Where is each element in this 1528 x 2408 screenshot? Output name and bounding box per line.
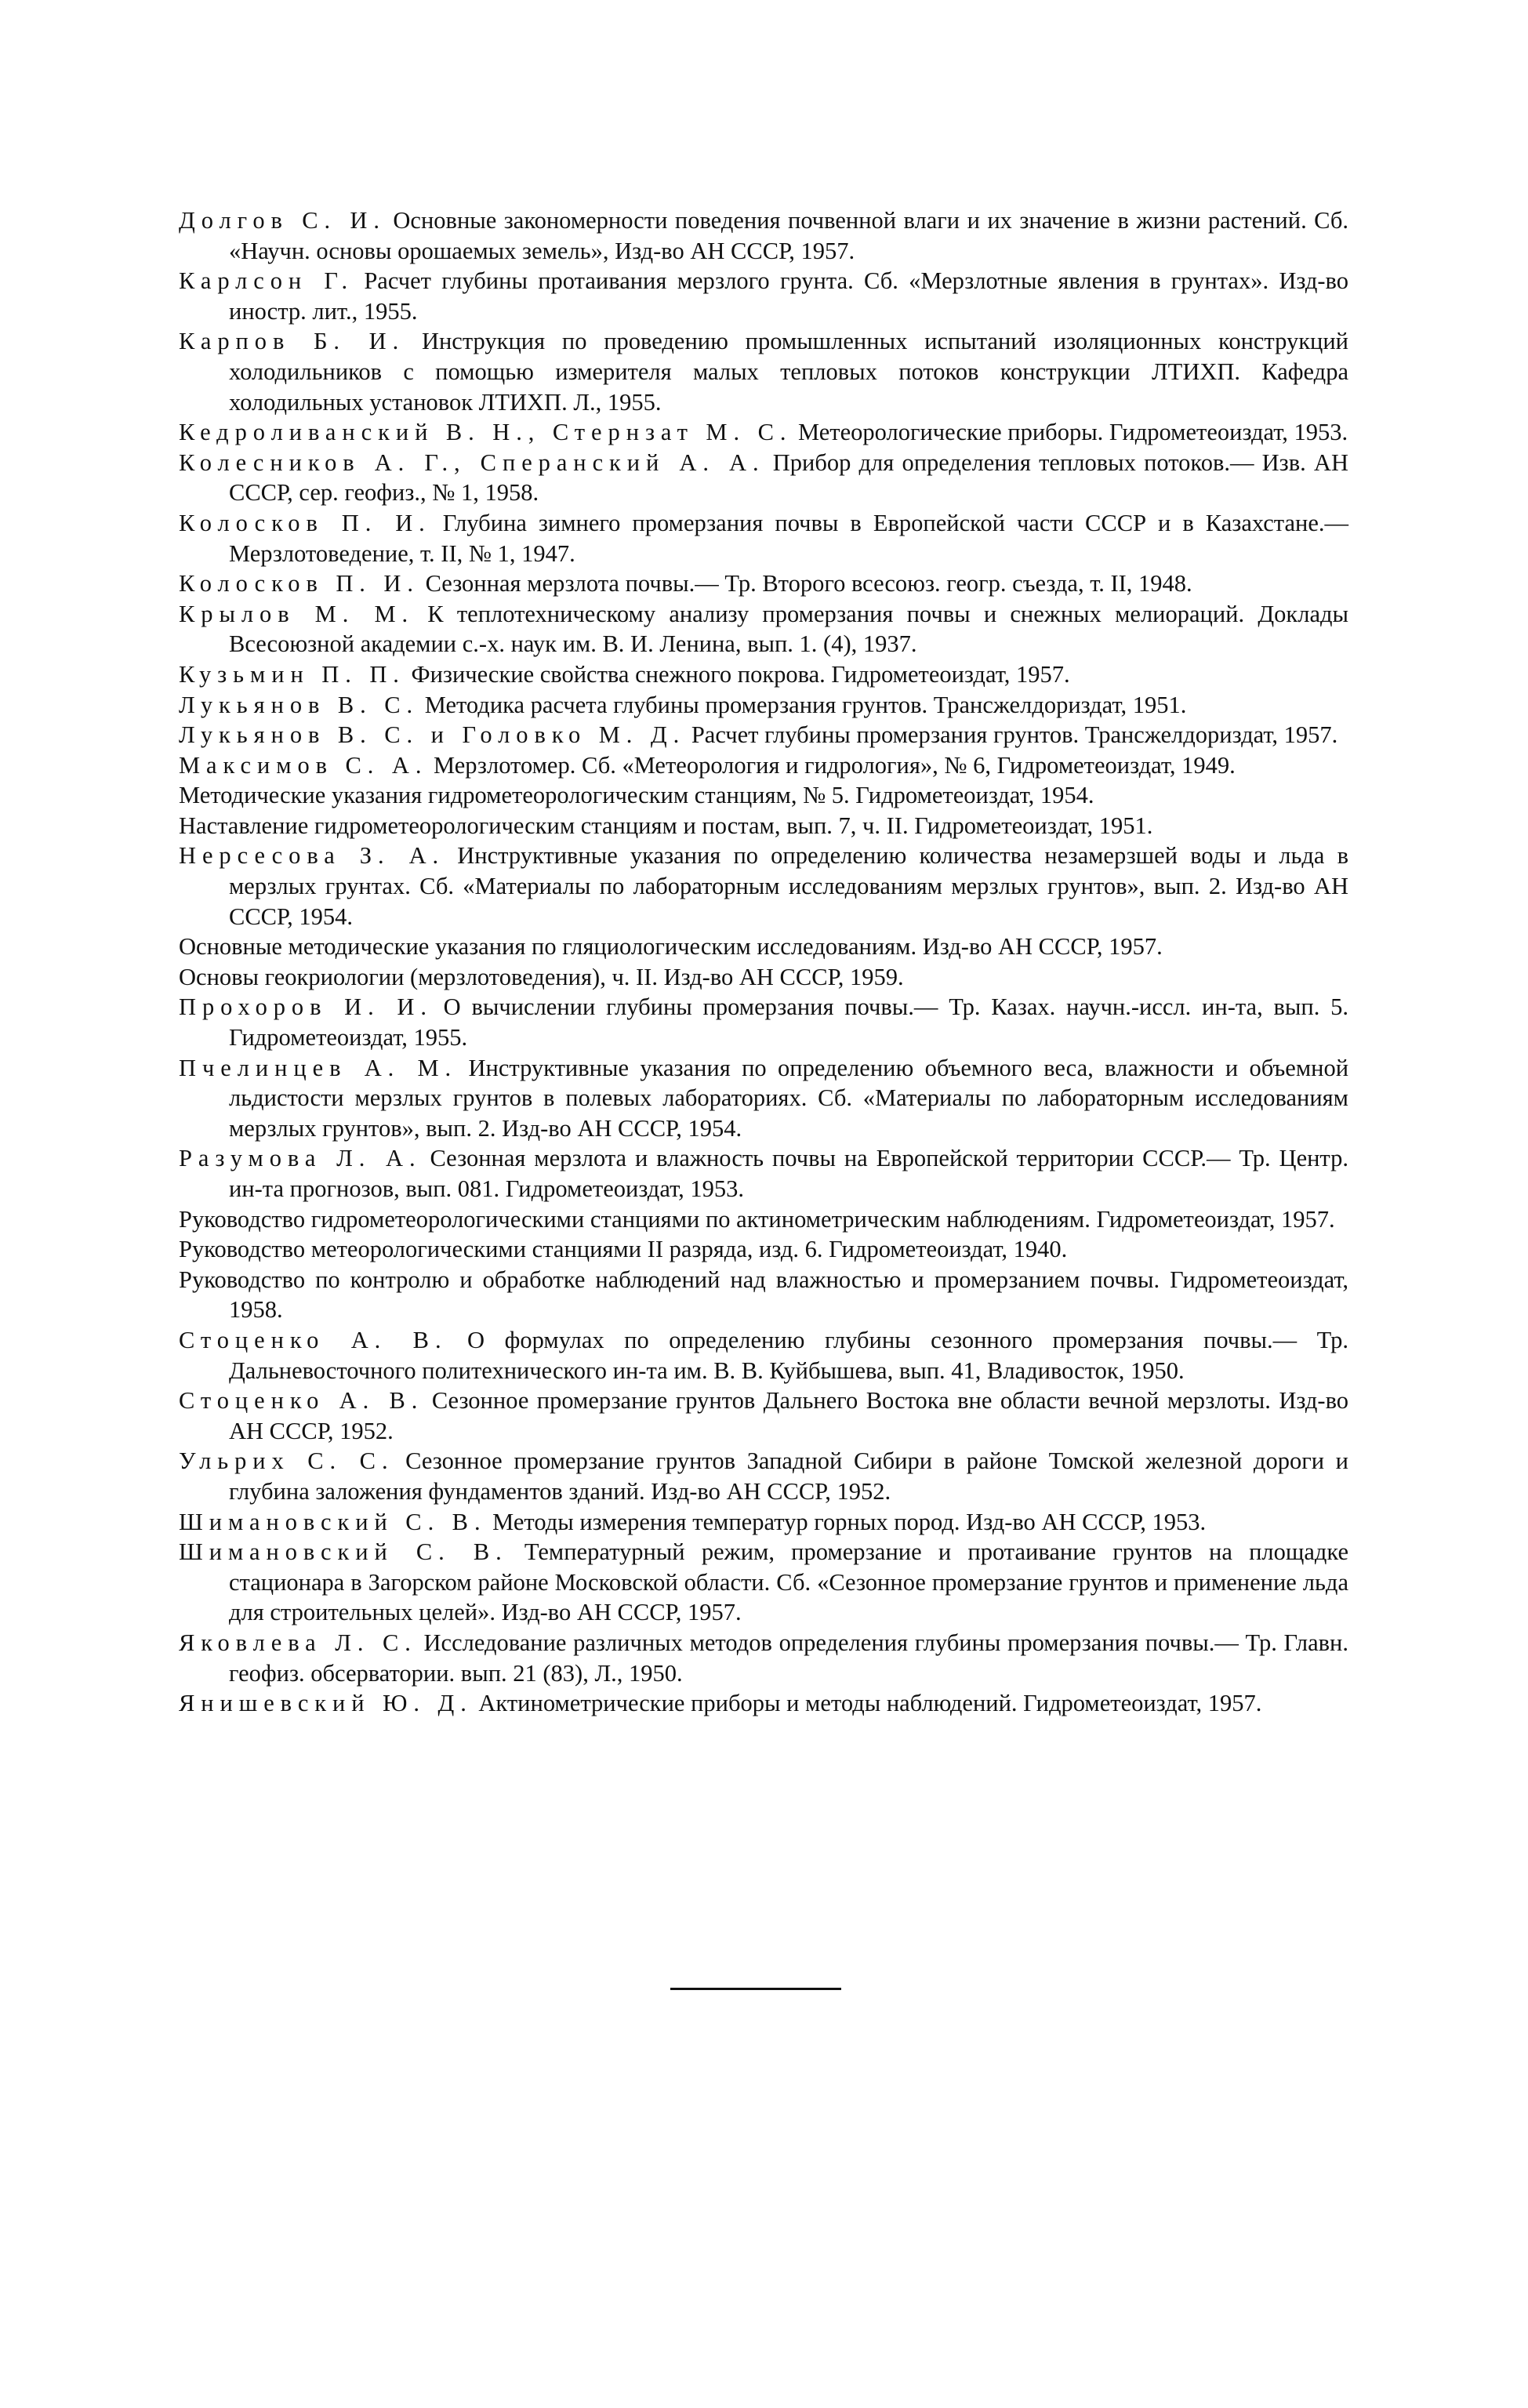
reference-text: Исследование различных методов определения глубины промерзания почвы.— Тр. Главн. геофиз. обсерватории. вып. 21 (83), Л., 1950. — [229, 1629, 1348, 1687]
reference-entry — [179, 932, 1348, 962]
reference-authors: Стоценко А. В. — [179, 1326, 448, 1353]
reference-authors: Долгов С. И. — [179, 207, 386, 234]
reference-text: Руководство по контролю и обработке наблюдений над влажностью и промерзанием почвы. Гидрометеоиздат, 1958. — [179, 1266, 1348, 1324]
reference-entry — [179, 1204, 1348, 1235]
reference-text: О формулах по определению глубины сезонного промерзания почвы.— Тр. Дальневосточного политехнического ин-та им. В. В. Куйбышева, вып. 41, Владивосток, 1950. — [229, 1326, 1349, 1384]
reference-entry — [179, 841, 1348, 932]
reference-text: Основные методические указания по гляциологическим исследованиям. Изд-во АН СССР, 1957. — [179, 933, 1163, 961]
reference-entry — [179, 1053, 1348, 1144]
reference-entry — [179, 568, 1348, 599]
reference-entry — [179, 690, 1348, 721]
reference-authors: Ульрих С. С. — [179, 1447, 394, 1475]
reference-entry — [179, 1446, 1348, 1506]
reference-text: Глубина зимнего промерзания почвы в Европейской части СССР и в Казахстане.— Мерзлотоведение, т. II, № 1, 1947. — [229, 509, 1349, 567]
reference-authors: Пчелинцев А. М. — [179, 1054, 458, 1081]
reference-text: Основные закономерности поведения почвенной влаги и их значение в жизни растений. Сб. «Научн. основы орошаемых земель», Изд-во АН СССР, 1957. — [229, 207, 1349, 264]
reference-entry — [179, 811, 1348, 841]
reference-authors: Янишевский Ю. Д. — [179, 1690, 473, 1717]
reference-entry — [179, 1537, 1348, 1628]
reference-authors: Нерсесова З. А. — [179, 842, 445, 870]
reference-text: Наставление гидрометеорологическим станциям и постам, вып. 7, ч. II. Гидрометеоиздат, 1951. — [179, 812, 1153, 839]
reference-text: Метеорологические приборы. Гидрометеоиздат, 1953. — [798, 419, 1348, 446]
reference-text: Инструктивные указания по определению количества незамерзшей воды и льда в мерзлых грунтах. Сб. «Материалы по лабораторным исследованиям мерзлых грунтов», вып. 2. Изд-во АН СССР, 1954. — [229, 842, 1348, 930]
reference-entry — [179, 659, 1348, 690]
reference-authors: Крылов М. М. — [179, 600, 415, 627]
reference-text: К теплотехническому анализу промерзания почвы и снежных мелиораций. Доклады Всесоюзной академии с.-х. наук им. В. И. Ленина, вып. 1. (4), 1937. — [229, 600, 1348, 658]
reference-entry — [179, 417, 1348, 448]
reference-entry — [179, 508, 1348, 568]
reference-text: Сезонное промерзание грунтов Западной Сибири в районе Томской железной дороги и глубина заложения фундаментов зданий. Изд-во АН СССР, 1952. — [229, 1447, 1348, 1505]
reference-authors: Карлсон Г. — [179, 267, 354, 295]
reference-text: Актинометрические приборы и методы наблюдений. Гидрометеоиздат, 1957. — [478, 1690, 1262, 1717]
reference-text: Физические свойства снежного покрова. Гидрометеоиздат, 1957. — [411, 660, 1070, 688]
reference-entry — [179, 1234, 1348, 1265]
reference-entry — [179, 780, 1348, 811]
reference-entry — [179, 448, 1348, 508]
reference-text: Температурный режим, промерзание и протаивание грунтов на площадке стационара в Загорском районе Московской области. Сб. «Сезонное промерзание грунтов и применение льда для строительных целей». Изд-во АН СССР, 1957. — [229, 1538, 1349, 1626]
reference-text: Методические указания гидрометеорологическим станциям, № 5. Гидрометеоиздат, 1954. — [179, 782, 1094, 809]
reference-authors: Стоценко А. В. — [179, 1387, 424, 1415]
reference-authors: Максимов С. А. — [179, 751, 428, 779]
reference-authors: Колосков П. И. — [179, 570, 419, 597]
reference-entry — [179, 1265, 1348, 1325]
reference-list — [179, 205, 1348, 1719]
reference-entry — [179, 1507, 1348, 1538]
reference-text: О вычислении глубины промерзания почвы.— Тр. Казах. научн.-иссл. ин-та, вып. 5. Гидрометеоиздат, 1955. — [229, 993, 1348, 1051]
reference-entry — [179, 266, 1348, 326]
reference-entry — [179, 1386, 1348, 1446]
reference-text: Инструктивные указания по определению объемного веса, влажности и объемной льдистости мерзлых грунтов в полевых лабораториях. Сб. «Материалы по лабораторным исследованиям мерзлых грунтов», вып. 2. Изд-во АН СССР, 1954. — [229, 1054, 1349, 1142]
reference-text: Методы измерения температур горных пород. Изд-во АН СССР, 1953. — [492, 1508, 1207, 1535]
reference-text: Руководство гидрометеорологическими станциями по актинометрическим наблюдениям. Гидрометеоиздат, 1957. — [179, 1205, 1335, 1233]
reference-text: Расчет глубины промерзания грунтов. Трансжелдориздат, 1957. — [691, 721, 1338, 749]
reference-authors: Кедроливанский В. Н., Стернзат М. С. — [179, 419, 793, 446]
reference-text: Прибор для определения тепловых потоков.— Изв. АН СССР, сер. геофиз., № 1, 1958. — [229, 449, 1348, 507]
reference-text: Мерзлотомер. Сб. «Метеорология и гидрология», № 6, Гидрометеоиздат, 1949. — [434, 751, 1236, 779]
reference-entry — [179, 750, 1348, 781]
end-divider-line — [670, 1988, 841, 1990]
reference-text: Сезонная мерзлота почвы.— Тр. Второго всесоюз. геогр. съезда, т. II, 1948. — [425, 570, 1192, 597]
reference-authors: Кузьмин П. П. — [179, 660, 405, 688]
reference-entry — [179, 962, 1348, 993]
reference-text: Расчет глубины протаивания мерзлого грунта. Сб. «Мерзлотные явления в грунтах». Изд-во иностр. лит., 1955. — [229, 267, 1348, 325]
reference-authors: Колесников А. Г., Сперанский А. А. — [179, 449, 765, 476]
reference-entry — [179, 1628, 1348, 1688]
reference-entry — [179, 720, 1348, 750]
reference-text: Методика расчета глубины промерзания грунтов. Трансжелдориздат, 1951. — [424, 691, 1187, 718]
reference-authors: Разумова Л. А. — [179, 1145, 422, 1172]
reference-text: Сезонная мерзлота и влажность почвы на Европейской территории СССР.— Тр. Центр. ин-та прогнозов, вып. 081. Гидрометеоиздат, 1953. — [229, 1145, 1349, 1202]
reference-text: Основы геокриологии (мерзлотоведения), ч. II. Изд-во АН СССР, 1959. — [179, 963, 904, 990]
reference-authors: Колосков П. И. — [179, 509, 431, 536]
reference-entry — [179, 1688, 1348, 1719]
reference-authors: Шимановский С. В. — [179, 1508, 487, 1535]
bibliography-page — [179, 205, 1348, 1719]
reference-text: Сезонное промерзание грунтов Дальнего Востока вне области вечной мерзлоты. Изд-во АН СССР, 1952. — [229, 1387, 1349, 1444]
reference-entry — [179, 992, 1348, 1052]
reference-text: Руководство метеорологическими станциями II разряда, изд. 6. Гидрометеоиздат, 1940. — [179, 1236, 1068, 1263]
reference-authors: Прохоров И. И. — [179, 993, 433, 1021]
reference-entry — [179, 326, 1348, 417]
reference-entry — [179, 205, 1348, 266]
reference-authors: Шимановский С. В. — [179, 1538, 508, 1566]
reference-entry — [179, 1143, 1348, 1204]
reference-entry — [179, 599, 1348, 659]
reference-entry — [179, 1325, 1348, 1386]
reference-authors: Карпов Б. И. — [179, 328, 405, 355]
reference-authors: Яковлева Л. С. — [179, 1629, 417, 1656]
reference-text: Инструкция по проведению промышленных испытаний изоляционных конструкций холодильников с помощью измерителя малых тепловых потоков конструкции ЛТИХП. Кафедра холодильных установок ЛТИХП. Л., 1955. — [229, 328, 1349, 416]
reference-authors: Лукьянов В. С. и Головко М. Д. — [179, 721, 686, 749]
reference-authors: Лукьянов В. С. — [179, 691, 419, 718]
